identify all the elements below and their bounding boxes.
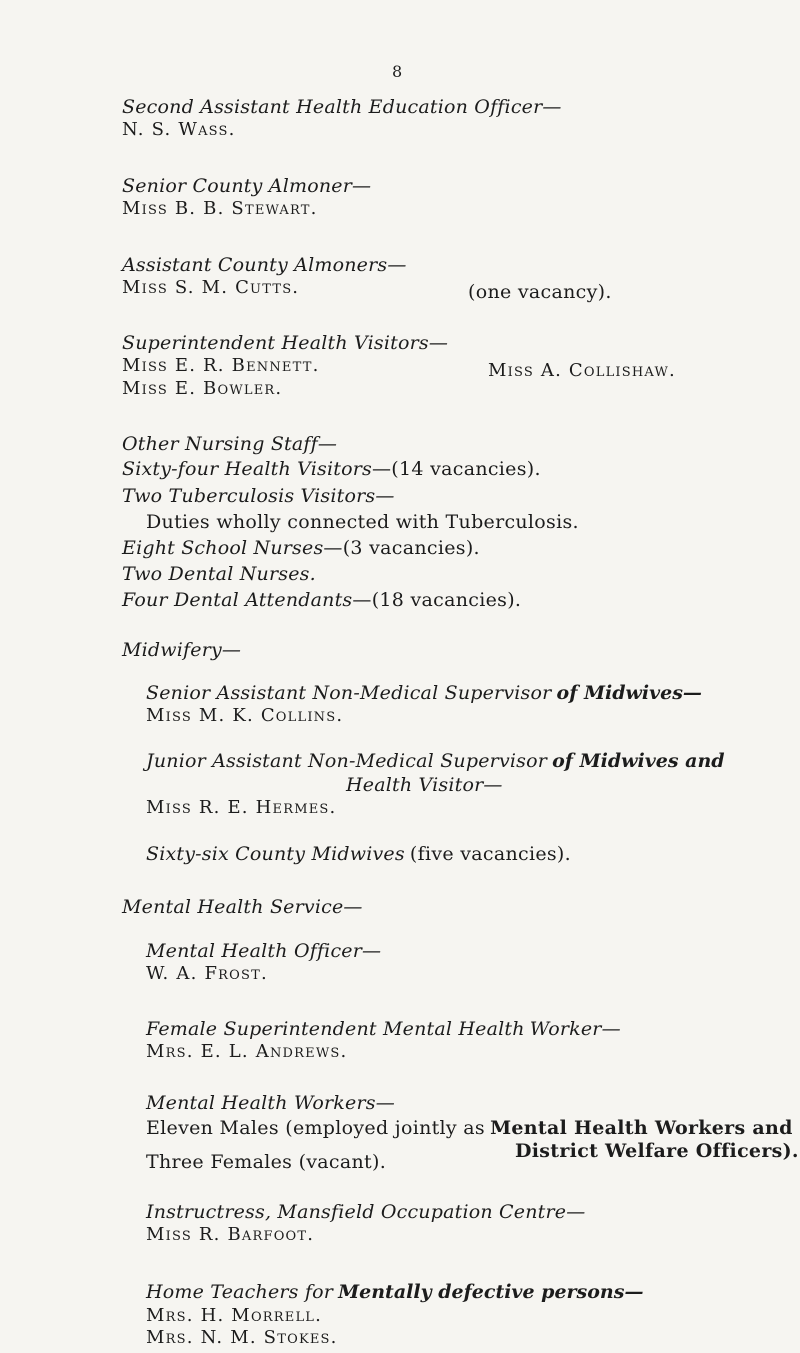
junior-supervisor-title [146, 752, 725, 771]
section-title-senior-almoner: Senior County Almoner— [122, 175, 372, 197]
name-collishaw: Miss A. Collishaw. [488, 360, 676, 381]
workers-males-text-a: Eleven Males (employed jointly as [146, 1117, 485, 1139]
workers-males-text-b: Mental Health Workers and [490, 1117, 793, 1139]
female-superintendent-title [146, 1020, 621, 1039]
name-cutts: Miss S. M. Cutts. [122, 277, 300, 298]
section-title-superintendent-visitors: Superintendent Health Visitors— [122, 332, 449, 354]
mental-health-officer-title: Mental Health Officer— [146, 940, 382, 962]
school-nurses-note: —(3 vacancies). [323, 537, 480, 559]
vacancy-note: (one vacancy). [468, 281, 612, 303]
nursing-line-school-nurses [122, 539, 480, 558]
workers-males-text-c: District Welfare Officers). [515, 1140, 799, 1162]
section-title-mental-health: Mental Health Service— [122, 896, 363, 918]
section-title-midwifery: Midwifery— [122, 639, 242, 661]
dental-attendants-note: —(18 vacancies). [352, 589, 522, 611]
name-bowler: Miss E. Bowler. [122, 378, 283, 399]
name-bennett: Miss E. R. Bennett. [122, 355, 320, 376]
junior-supervisor-title-c: Health Visitor— [346, 774, 503, 796]
junior-supervisor-title-b: of Midwives and [552, 750, 725, 772]
nursing-line-health-visitors [122, 460, 541, 479]
section-title-health-education: Second Assistant Health Education Officer— [122, 96, 562, 118]
senior-supervisor-title [146, 684, 702, 703]
section-title-assistant-almoners: Assistant County Almoners— [122, 254, 407, 276]
name-frost: W. A. Frost. [146, 963, 268, 984]
workers-females: Three Females (vacant). [146, 1151, 387, 1173]
tuberculosis-visitors-detail: Duties wholly connected with Tuberculosis. [146, 511, 579, 533]
nursing-line-dental-attendants [122, 591, 521, 610]
page-number: 8 [392, 62, 403, 81]
name-andrews: Mrs. E. L. Andrews. [146, 1041, 348, 1062]
senior-supervisor-title-b: of Midwives— [556, 682, 702, 704]
county-midwives-note: (five vacancies). [409, 843, 571, 865]
county-midwives-label: Sixty-six County Midwives [146, 843, 405, 865]
name-stewart: Miss B. B. Stewart. [122, 198, 318, 219]
health-visitors-note: —(14 vacancies). [371, 458, 541, 480]
name-morrell: Mrs. H. Morrell. [146, 1305, 323, 1326]
junior-supervisor-title-a: Junior Assistant Non-Medical Supervisor [146, 750, 548, 772]
section-title-other-nursing: Other Nursing Staff— [122, 433, 338, 455]
county-midwives-line [146, 845, 571, 864]
instructress-title: Instructress, Mansfield Occupation Centre— [146, 1201, 586, 1223]
mental-health-workers-title: Mental Health Workers— [146, 1092, 395, 1114]
name-wass: N. S. Wass. [122, 119, 236, 140]
senior-supervisor-title-a: Senior Assistant Non-Medical Supervisor [146, 682, 552, 704]
tuberculosis-visitors-label: Two Tuberculosis Visitors— [122, 485, 395, 507]
home-teachers-title [146, 1283, 643, 1302]
dental-nurses-label: Two Dental Nurses. [122, 563, 316, 585]
home-teachers-title-a: Home Teachers for [146, 1281, 334, 1303]
workers-line-males [146, 1119, 793, 1138]
name-barfoot: Miss R. Barfoot. [146, 1224, 315, 1245]
home-teachers-title-b: Mentally defective persons— [338, 1281, 644, 1303]
dental-attendants-label: Four Dental Attendants [122, 589, 353, 611]
name-hermes: Miss R. E. Hermes. [146, 797, 337, 818]
female-superintendent-title-b: Worker— [529, 1018, 621, 1040]
name-stokes: Mrs. N. M. Stokes. [146, 1327, 338, 1348]
health-visitors-label: Sixty-four Health Visitors [122, 458, 372, 480]
name-collins: Miss M. K. Collins. [146, 705, 344, 726]
female-superintendent-title-a: Female Superintendent Mental Health [146, 1018, 525, 1040]
school-nurses-label: Eight School Nurses [122, 537, 324, 559]
